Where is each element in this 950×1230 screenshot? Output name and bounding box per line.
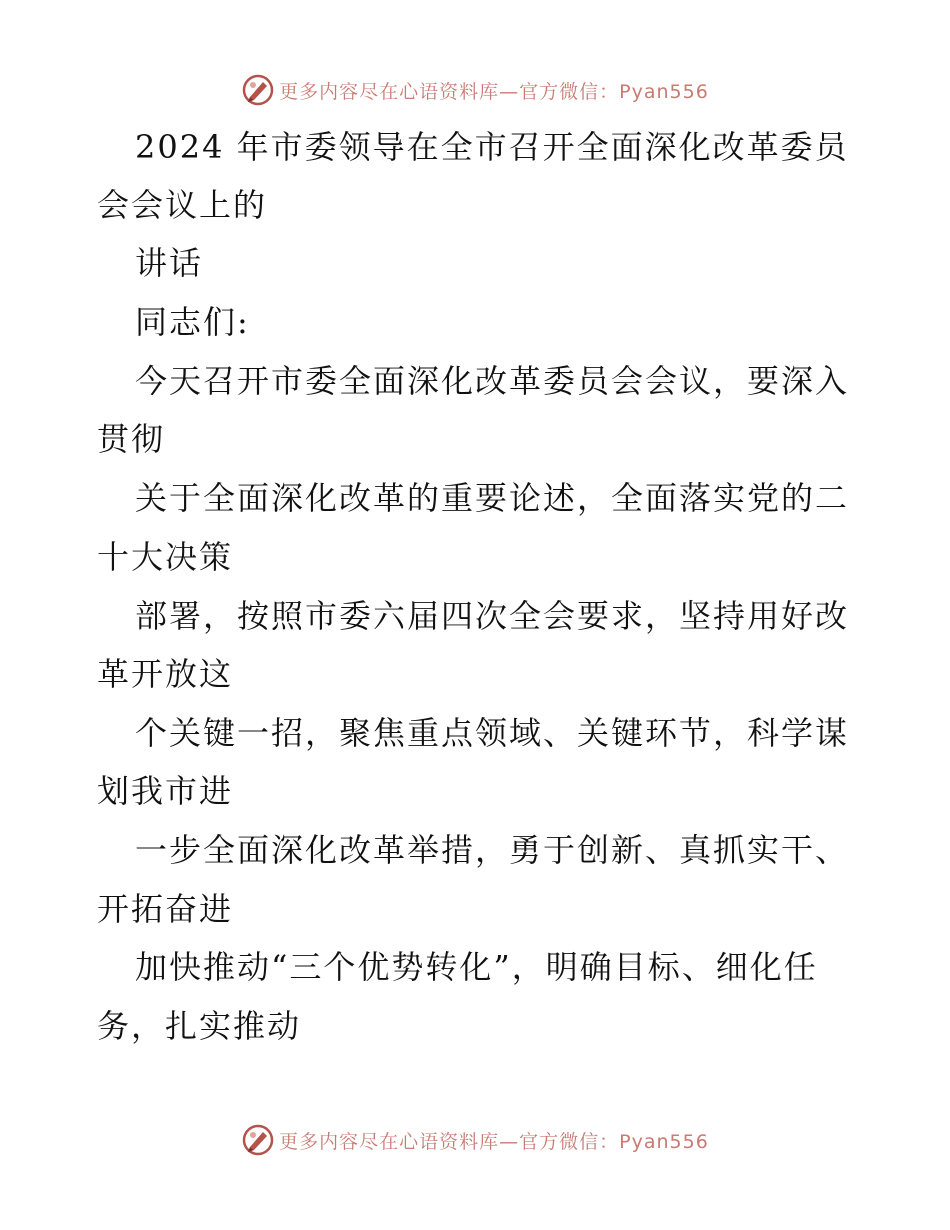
paragraph-line: 贯彻 bbox=[97, 420, 166, 458]
paragraph-line: 十大决策 bbox=[97, 538, 234, 576]
title-line-1: 2024 年市委领导在全市召开全面深化改革委员 bbox=[135, 128, 849, 166]
pen-logo-icon bbox=[241, 73, 275, 107]
watermark-text: 更多内容尽在心语资料库—官方微信：Pyan556 bbox=[279, 1130, 709, 1153]
paragraph-line: 务，扎实推动 bbox=[97, 1007, 302, 1045]
header-watermark bbox=[0, 70, 950, 110]
watermark-text: 更多内容尽在心语资料库—官方微信：Pyan556 bbox=[279, 80, 709, 103]
title-line-2: 会会议上的 bbox=[97, 186, 268, 224]
paragraph-line: 划我市进 bbox=[97, 772, 234, 810]
paragraph-line: 个关键一招，聚焦重点领域、关键环节，科学谋 bbox=[135, 714, 850, 752]
paragraph-line: 一步全面深化改革举措，勇于创新、真抓实干、 bbox=[135, 831, 850, 869]
paragraph-line: 革开放这 bbox=[97, 655, 234, 693]
paragraph-line: 今天召开市委全面深化改革委员会会议，要深入 bbox=[135, 362, 850, 400]
title-line-3: 讲话 bbox=[135, 244, 204, 282]
paragraph-line: 部署，按照市委六届四次全会要求，坚持用好改 bbox=[135, 597, 850, 635]
paragraph-line: 关于全面深化改革的重要论述，全面落实党的二 bbox=[135, 479, 850, 517]
paragraph-line: 开拓奋进 bbox=[97, 890, 234, 928]
paragraph-line: 加快推动“三个优势转化”，明确目标、细化任 bbox=[135, 948, 818, 986]
pen-logo-icon bbox=[241, 1123, 275, 1157]
footer-watermark bbox=[0, 1120, 950, 1160]
salutation: 同志们: bbox=[135, 303, 250, 341]
